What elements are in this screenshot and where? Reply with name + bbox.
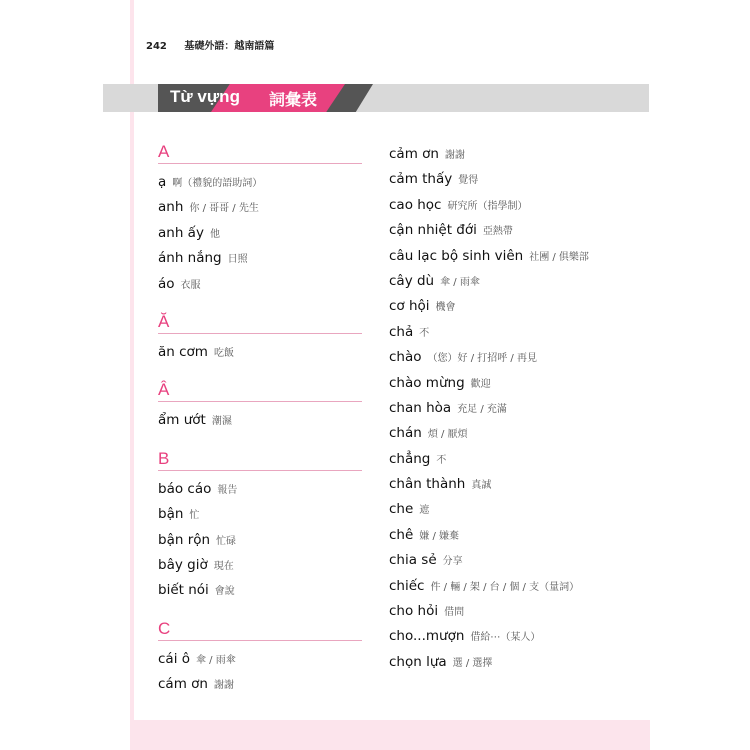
section-banner	[103, 84, 649, 112]
vietnamese-word: cơ hội	[389, 298, 430, 315]
page-bottom-tint	[130, 720, 650, 750]
chinese-meaning: 借問	[444, 607, 465, 619]
vietnamese-word: cám ơn	[158, 676, 208, 693]
vietnamese-word: chọn lựa	[389, 653, 447, 670]
vocab-entry	[389, 470, 639, 495]
vietnamese-word: chào	[389, 349, 422, 366]
chinese-meaning: 潮濕	[211, 416, 232, 428]
vocab-entry	[158, 406, 362, 431]
vietnamese-word: cao học	[389, 196, 442, 213]
vietnamese-word: chào mừng	[389, 374, 465, 391]
section-gap	[158, 432, 362, 447]
chinese-meaning: 真誠	[471, 480, 492, 492]
chinese-meaning: 覺得	[458, 175, 479, 187]
vietnamese-word: bận	[158, 506, 184, 523]
vocab-entry	[158, 193, 362, 218]
vocab-entry	[158, 338, 362, 363]
chinese-meaning: 吃飯	[213, 347, 234, 359]
vocab-entry	[389, 191, 639, 216]
chinese-meaning: 謝謝	[444, 150, 465, 161]
vocab-entry	[158, 475, 362, 500]
vietnamese-word: ạ	[158, 174, 167, 190]
vietnamese-word: cái ô	[158, 650, 190, 667]
vietnamese-word: bận rộn	[158, 531, 211, 548]
vietnamese-word: chân thành	[389, 476, 466, 493]
chinese-meaning: 機會	[435, 302, 456, 314]
vocab-entry	[389, 521, 639, 546]
chinese-meaning: 你 / 哥哥 / 先生	[189, 203, 259, 215]
section-gap	[158, 363, 362, 378]
chinese-meaning: 社團 / 俱樂部	[529, 251, 589, 263]
chinese-meaning: 分享	[442, 556, 463, 568]
vocab-entry	[389, 369, 639, 394]
vocab-entry	[158, 500, 362, 525]
vocab-entry	[389, 495, 639, 520]
vietnamese-word: chê	[389, 526, 414, 543]
vietnamese-word: chán	[389, 425, 422, 442]
vietnamese-word: bây giờ	[158, 556, 208, 573]
vocab-entry	[389, 394, 639, 419]
chinese-meaning: 啊（禮貌的語助詞）	[172, 178, 263, 189]
vocabulary-right-column	[389, 140, 639, 673]
vocab-entry	[389, 572, 639, 597]
vocab-entry	[158, 670, 362, 695]
running-header	[146, 37, 274, 52]
chinese-meaning: 歡迎	[470, 378, 491, 390]
vocab-entry	[389, 318, 639, 343]
vietnamese-word: cho...mượn	[389, 628, 465, 645]
vocab-entry	[389, 445, 639, 470]
chinese-meaning: 傘 / 雨傘	[440, 276, 480, 288]
chinese-meaning: 研究所（指學制）	[447, 200, 528, 212]
chinese-meaning: 謝謝	[213, 680, 234, 692]
vietnamese-word: ăn cơm	[158, 343, 208, 360]
chinese-meaning: 件 / 輛 / 架 / 台 / 個 / 支（量詞）	[430, 581, 580, 593]
vocab-entry	[389, 216, 639, 241]
chinese-meaning: 選 / 選擇	[452, 657, 493, 669]
chinese-meaning: 忙	[189, 510, 200, 522]
vietnamese-word: cho hỏi	[389, 603, 439, 620]
chinese-meaning: 現在	[213, 560, 234, 572]
chinese-meaning: 煩 / 厭煩	[427, 429, 468, 441]
chinese-meaning: 忙碌	[216, 535, 237, 547]
vocab-entry	[389, 267, 639, 292]
vietnamese-word: cây dù	[389, 272, 435, 289]
chinese-meaning: 他	[209, 228, 220, 240]
vocab-entry	[389, 597, 639, 622]
vietnamese-word: anh ấy	[158, 224, 204, 241]
chinese-meaning: 報告	[217, 484, 238, 496]
vocab-entry	[158, 168, 362, 193]
chinese-meaning: 不	[436, 454, 447, 466]
vocab-entry	[158, 551, 362, 576]
vietnamese-word: chia sẻ	[389, 552, 437, 569]
vocab-entry	[389, 292, 639, 317]
vietnamese-word: báo cáo	[158, 480, 212, 497]
vietnamese-word: chiếc	[389, 577, 425, 594]
vietnamese-word: cảm thấy	[389, 171, 453, 188]
letter-heading: C	[158, 617, 362, 641]
vocab-entry	[389, 343, 639, 368]
vocab-entry	[389, 546, 639, 571]
vietnamese-word: chan hòa	[389, 399, 452, 416]
vietnamese-word: chẳng	[389, 450, 431, 467]
vocab-entry	[158, 645, 362, 670]
chinese-meaning: 傘 / 雨傘	[196, 654, 236, 666]
chinese-meaning: 亞熱帶	[482, 226, 513, 238]
vocabulary-left-column	[158, 140, 362, 695]
vietnamese-word: cảm ơn	[389, 146, 439, 162]
vietnamese-word: ánh nắng	[158, 250, 222, 267]
vocab-entry	[389, 140, 639, 165]
chinese-meaning: 借給⋯（某人）	[470, 632, 541, 644]
chinese-meaning: 衣服	[180, 279, 201, 291]
vietnamese-word: che	[389, 501, 414, 518]
chinese-meaning: 日照	[227, 254, 248, 266]
vocab-entry	[158, 526, 362, 551]
chinese-meaning: 不	[419, 327, 430, 339]
section-gap	[158, 602, 362, 617]
section-gap	[158, 295, 362, 310]
chinese-meaning: 嫌 / 嫌棄	[419, 530, 460, 542]
vocab-entry	[158, 576, 362, 601]
banner-title-vietnamese: Từ vựng	[170, 87, 240, 106]
vocab-entry	[389, 648, 639, 673]
page-number: 242	[146, 41, 167, 52]
vietnamese-word: biết nói	[158, 582, 209, 599]
vocab-entry	[389, 165, 639, 190]
vocab-entry	[158, 270, 362, 295]
vietnamese-word: chả	[389, 323, 414, 340]
letter-heading: Ă	[158, 310, 362, 334]
letter-heading: A	[158, 140, 362, 164]
banner-title-chinese: 詞彙表	[269, 90, 318, 109]
chinese-meaning: 會說	[214, 586, 235, 598]
vietnamese-word: cận nhiệt đới	[389, 222, 477, 239]
vietnamese-word: anh	[158, 199, 184, 216]
vietnamese-word: áo	[158, 275, 175, 292]
vocab-entry	[389, 419, 639, 444]
chinese-meaning: 充足 / 充滿	[457, 403, 507, 415]
chinese-meaning: 遮	[419, 505, 430, 517]
vietnamese-word: câu lạc bộ sinh viên	[389, 247, 524, 264]
vocab-entry	[158, 219, 362, 244]
vocab-entry	[389, 242, 639, 267]
letter-heading: Â	[158, 378, 362, 402]
vocab-entry	[158, 244, 362, 269]
vocab-entry	[389, 622, 639, 647]
chinese-meaning: （您）好 / 打招呼 / 再見	[427, 353, 537, 365]
book-title: 基礎外語：越南語篇	[184, 41, 275, 52]
letter-heading: B	[158, 447, 362, 471]
vietnamese-word: ẩm ướt	[158, 412, 206, 429]
